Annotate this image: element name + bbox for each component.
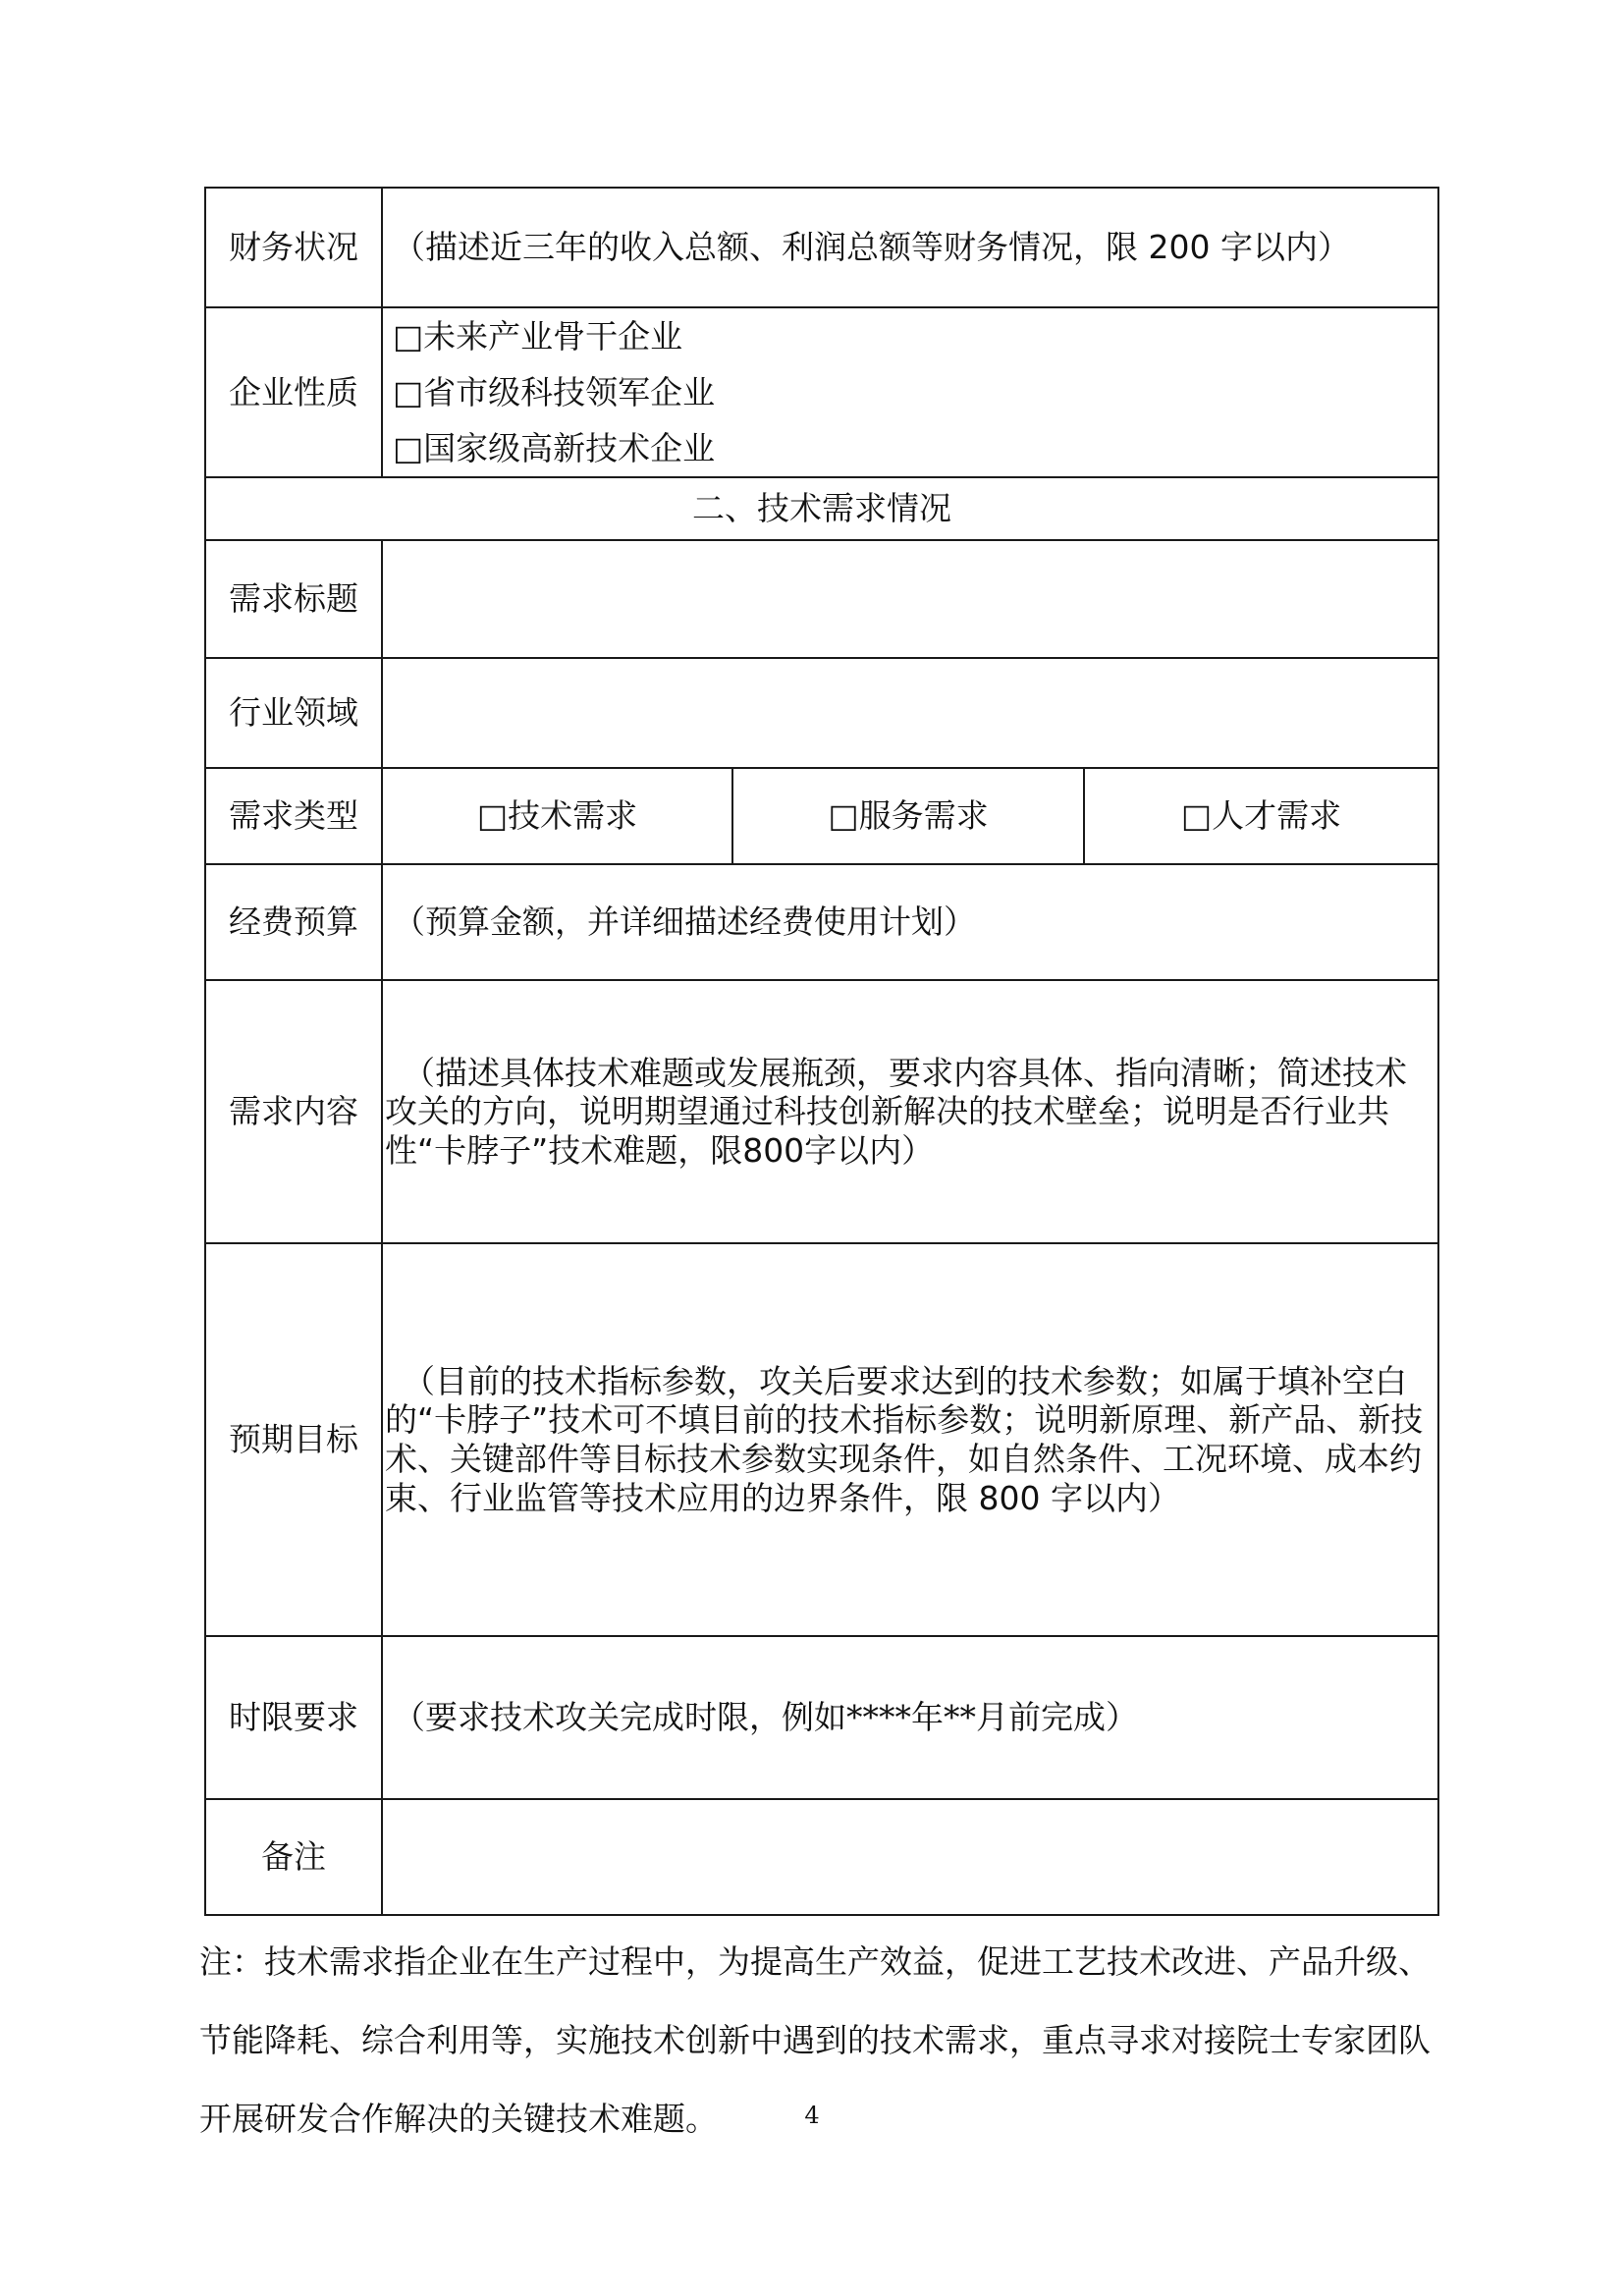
section-title: 二、技术需求情况 <box>205 477 1438 540</box>
goal-field[interactable]: （目前的技术指标参数，攻关后要求达到的技术参数；如属于填补空白的“卡脖子”技术可不填目前的技术指标参数；说明新原理、新产品、新技术、关键部件等目标技术参数实现条件，如自然条件、工况环境、成本约束、行业监管等技术应用的边界条件，限 800 字以内） <box>382 1243 1438 1636</box>
demand-type-talent-checkbox[interactable]: □人才需求 <box>1084 768 1438 864</box>
deadline-row <box>205 1636 1438 1799</box>
nature-option-future-industry[interactable]: □未来产业骨干企业 <box>393 317 683 355</box>
demand-title-label: 需求标题 <box>205 540 382 658</box>
demand-type-tech-checkbox[interactable]: □技术需求 <box>382 768 732 864</box>
nature-option-provincial-leader[interactable]: □省市级科技领军企业 <box>393 373 716 411</box>
content-row <box>205 980 1438 1243</box>
nature-label: 企业性质 <box>205 307 382 477</box>
finance-row <box>205 188 1438 307</box>
deadline-label: 时限要求 <box>205 1636 382 1799</box>
content-field[interactable]: （描述具体技术难题或发展瓶颈，要求内容具体、指向清晰；简述技术攻关的方向，说明期望通过科技创新解决的技术壁垒；说明是否行业共性“卡脖子”技术难题，限800字以内） <box>382 980 1438 1243</box>
remarks-label: 备注 <box>205 1799 382 1915</box>
goal-row <box>205 1243 1438 1636</box>
demand-type-row <box>205 768 1438 864</box>
content-label: 需求内容 <box>205 980 382 1243</box>
deadline-field[interactable]: （要求技术攻关完成时限，例如****年**月前完成） <box>382 1636 1438 1799</box>
demand-type-service-checkbox[interactable]: □服务需求 <box>732 768 1084 864</box>
nature-row <box>205 307 1438 477</box>
budget-label: 经费预算 <box>205 864 382 980</box>
demand-title-row <box>205 540 1438 658</box>
goal-label: 预期目标 <box>205 1243 382 1636</box>
remarks-row <box>205 1799 1438 1915</box>
page-number: 4 <box>804 2102 820 2129</box>
nature-options <box>382 307 1438 477</box>
budget-field[interactable]: （预算金额，并详细描述经费使用计划） <box>382 864 1438 980</box>
section-row <box>205 477 1438 540</box>
footnote: 注：技术需求指企业在生产过程中，为提高生产效益，促进工艺技术改进、产品升级、节能降耗、综合利用等，实施技术创新中遇到的技术需求，重点寻求对接院士专家团队开展研发合作解决的关键技术难题。 <box>199 1942 1431 2138</box>
industry-label: 行业领域 <box>205 658 382 768</box>
demand-title-field[interactable] <box>382 540 1438 658</box>
remarks-field[interactable] <box>382 1799 1438 1915</box>
tech-demand-form <box>204 187 1439 1916</box>
industry-field[interactable] <box>382 658 1438 768</box>
nature-option-national-hightech[interactable]: □国家级高新技术企业 <box>393 429 716 467</box>
finance-field[interactable]: （描述近三年的收入总额、利润总额等财务情况，限 200 字以内） <box>382 188 1438 307</box>
demand-type-label: 需求类型 <box>205 768 382 864</box>
finance-label: 财务状况 <box>205 188 382 307</box>
budget-row <box>205 864 1438 980</box>
industry-row <box>205 658 1438 768</box>
